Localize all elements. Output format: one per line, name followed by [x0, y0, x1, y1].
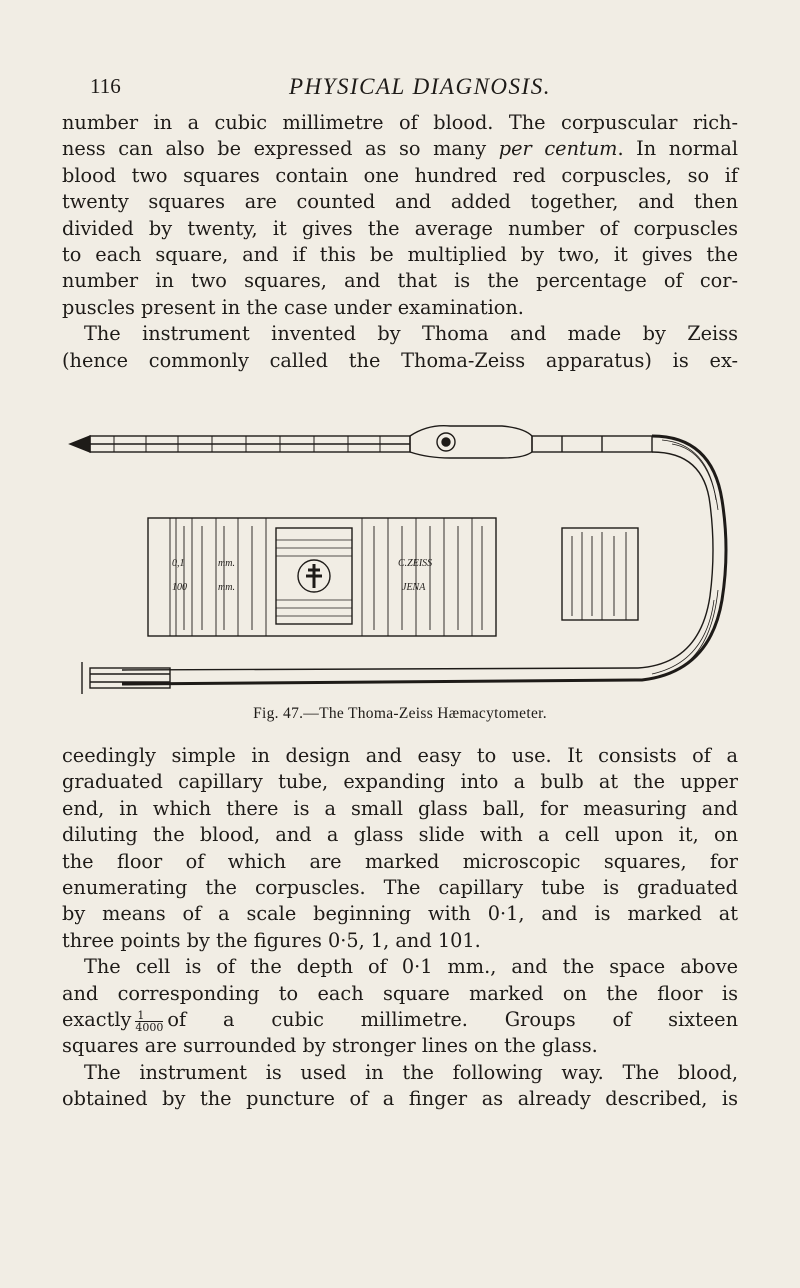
text-line: by means of a scale beginning with 0·1, and is marked at	[62, 902, 738, 926]
text-line: (hence commonly called the Thoma-Zeiss apparatus) is ex-	[62, 348, 738, 372]
text-line: three points by the figures 0·5, 1, and 101.	[62, 928, 481, 952]
paragraph-top	[62, 110, 738, 374]
text-line: The cell is of the depth of 0·1 mm., and the space above	[84, 955, 738, 979]
pipette-tip	[70, 436, 90, 452]
exactly-rest: of a cubic millimetre. Groups of sixteen	[167, 1008, 738, 1032]
maker-label: C.ZEISS	[398, 558, 433, 569]
text-line: twenty squares are counted and added together, and then	[62, 190, 738, 214]
text-line: enumerating the corpuscles. The capillary tube is graduated	[62, 876, 738, 900]
slide-side-panel	[562, 528, 638, 620]
text-line: end, in which there is a small glass ball, for measuring and	[62, 796, 738, 820]
page-header	[90, 74, 750, 104]
fraction	[135, 1010, 163, 1033]
text-line: and corresponding to each square marked on the floor is	[62, 981, 738, 1005]
exactly-word: exactly	[62, 1008, 132, 1032]
paragraph-bottom	[62, 743, 738, 1113]
text-line: the floor of which are marked microscopic squares, for	[62, 849, 738, 873]
text-line: number in a cubic millimetre of blood. The corpuscular rich-	[62, 111, 738, 134]
running-title: PHYSICAL DIAGNOSIS.	[289, 74, 551, 99]
unit-label-a: mm.	[218, 558, 235, 569]
text-line: diluting the blood, and a glass slide with a cell upon it, on	[62, 823, 738, 847]
text-line: ness can also be expressed as so many per centum. In normal	[62, 137, 738, 161]
text-line-fraction	[62, 1007, 738, 1033]
text-line: to each square, and if this be multiplied by two, it gives the	[62, 243, 738, 267]
text-line: obtained by the puncture of a finger as already described, is	[62, 1087, 738, 1111]
text-line: The instrument invented by Thoma and made by Zeiss	[84, 322, 738, 346]
italic-phrase: per centum	[498, 137, 618, 161]
unit-label-b: mm.	[218, 582, 235, 593]
text-line: squares are surrounded by stronger lines on the glass.	[62, 1034, 598, 1058]
scale-label-b: 100	[172, 582, 187, 593]
haemacytometer-illustration	[62, 400, 738, 718]
mixing-bulb	[410, 426, 532, 458]
figure-caption: Fig. 47.—The Thoma-Zeiss Hæmacytometer.	[253, 705, 547, 722]
haemacytometer-figure	[62, 400, 738, 718]
text-line: The instrument is used in the following way. The blood,	[84, 1060, 738, 1084]
fraction-numerator: 1	[135, 1010, 163, 1022]
text-line: puscles present in the case under examination.	[62, 295, 524, 319]
scale-label-a: 0,1	[172, 558, 185, 569]
text-line: blood two squares contain one hundred red corpuscles, so if	[62, 163, 738, 187]
text-line: ceedingly simple in design and easy to use. It consists of a	[62, 744, 738, 767]
maker-city-label: JENA	[402, 582, 426, 593]
text-line: divided by twenty, it gives the average number of corpuscles	[62, 216, 738, 240]
text-line: number in two squares, and that is the percentage of cor-	[62, 269, 738, 293]
page-number: 116	[90, 74, 121, 98]
text-line: graduated capillary tube, expanding into a bulb at the upper	[62, 770, 738, 794]
fraction-denominator: 4000	[135, 1020, 164, 1034]
